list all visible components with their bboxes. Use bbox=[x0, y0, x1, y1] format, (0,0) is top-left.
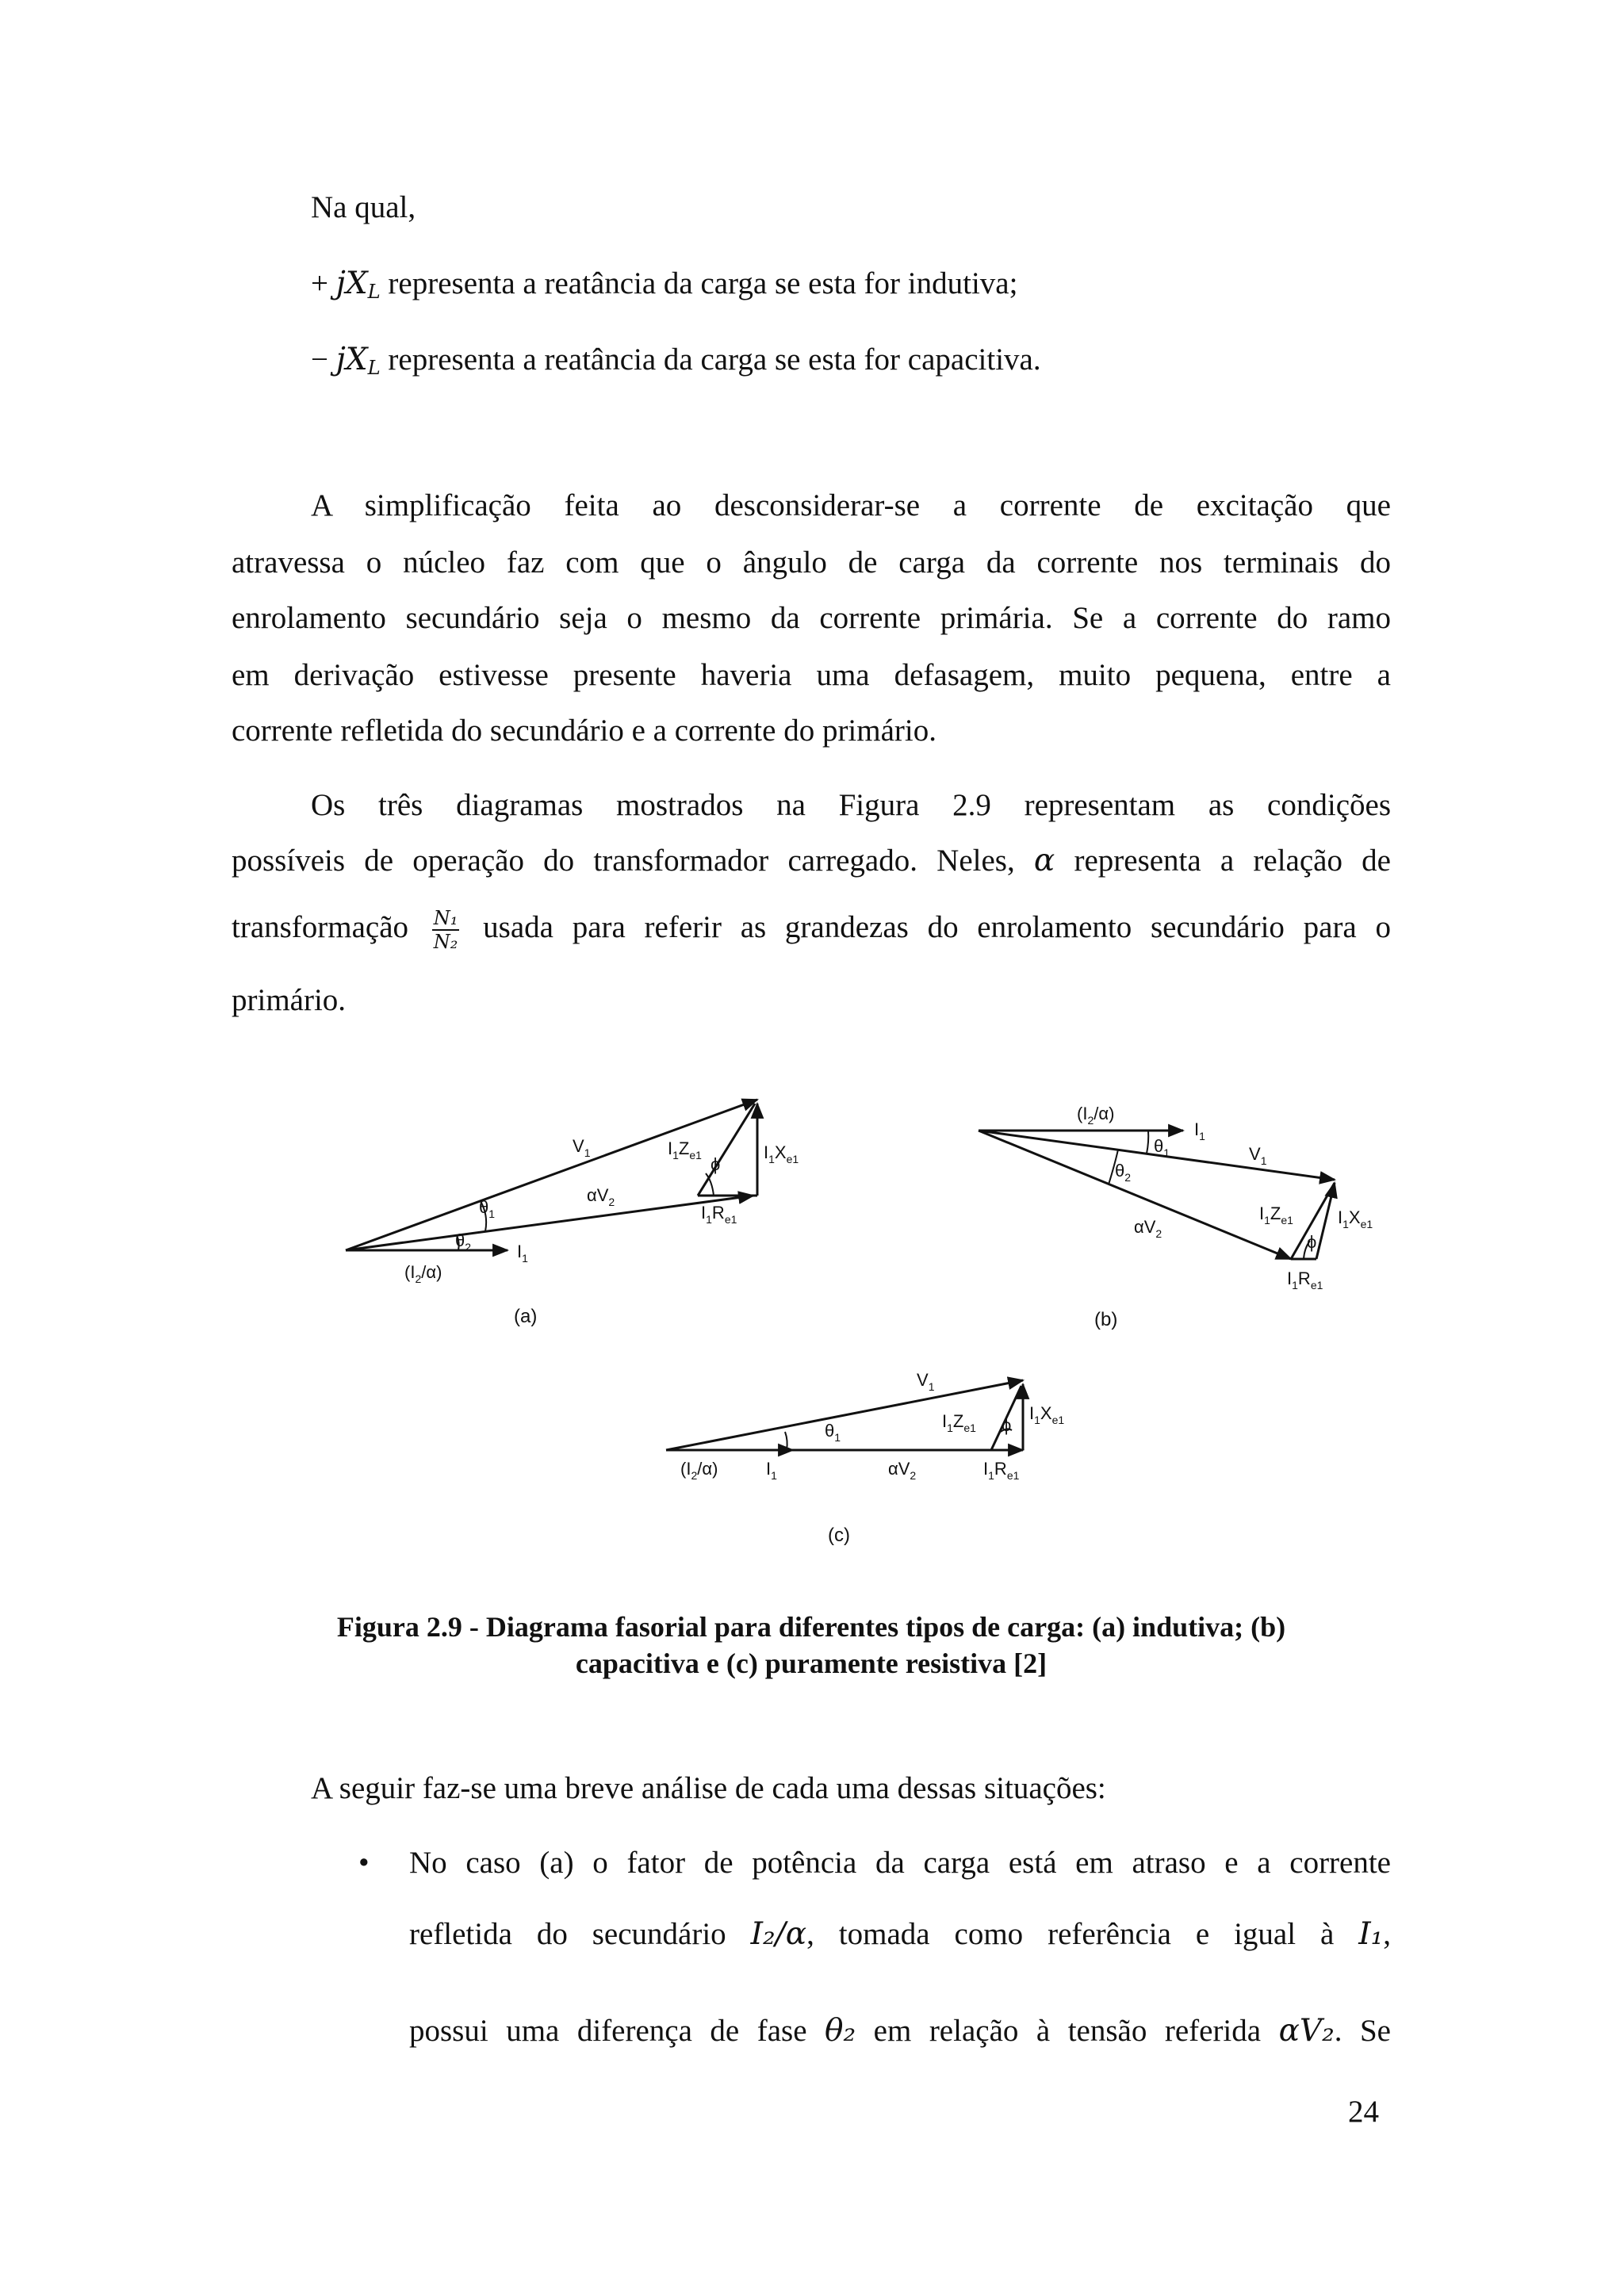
math-var: jX bbox=[335, 342, 368, 377]
label-i1-b: $I_1$ bbox=[1194, 1119, 1205, 1142]
label-tag-a: (a) bbox=[514, 1306, 538, 1327]
text: representa a relação de bbox=[1055, 844, 1391, 878]
label-alpha-v2-c: $\alpha V_2$ bbox=[888, 1459, 917, 1482]
label-i1re-a: $I_1R_{e1}$ bbox=[701, 1203, 737, 1226]
label-theta1-b: $\theta_1$ bbox=[1154, 1136, 1170, 1159]
diagram-b-labels bbox=[1077, 1104, 1373, 1330]
text: em relação à tensão referida bbox=[856, 2014, 1279, 2048]
diagram-a-labels bbox=[404, 1136, 799, 1327]
bullet-1-line-1: No caso (a) o fator de potência da carga está em atraso e a corrente bbox=[409, 1846, 1391, 1880]
label-tag-c: (c) bbox=[828, 1525, 850, 1546]
label-phi-a: ϕ bbox=[710, 1154, 721, 1174]
math-sign: + bbox=[311, 266, 336, 300]
label-theta1-a: $\theta_1$ bbox=[479, 1197, 496, 1220]
text: transformação bbox=[232, 909, 427, 944]
text-na-qual: Na qual, bbox=[311, 190, 416, 224]
math-theta2: θ₂ bbox=[825, 2013, 856, 2049]
phasor-i1xe-b bbox=[1316, 1183, 1335, 1259]
math-sub: L bbox=[367, 357, 381, 380]
label-theta2-a: $\theta_2$ bbox=[455, 1230, 472, 1253]
text: representa a reatância da carga se esta for indutiva; bbox=[380, 266, 1018, 300]
label-i2-alpha-a: $(I_2/\alpha)$ bbox=[404, 1262, 442, 1285]
math-var: jX bbox=[335, 266, 368, 301]
label-i1ze-b: $I_1Z_{e1}$ bbox=[1259, 1203, 1293, 1226]
text: refletida do secundário bbox=[409, 1917, 751, 1951]
paragraph-1-line-4: em derivação estivesse presente haveria uma defasagem, muito pequena, entre a bbox=[232, 658, 1391, 692]
label-i1xe-c: $I_1X_{e1}$ bbox=[1029, 1403, 1065, 1426]
analysis-intro: A seguir faz-se uma breve análise de cada uma dessas situações: bbox=[311, 1771, 1106, 1805]
fraction-denominator: N₂ bbox=[433, 931, 458, 953]
paragraph-1-line-3: enrolamento secundário seja o mesmo da corrente primária. Se a corrente do ramo bbox=[232, 601, 1391, 635]
bullet-1-line-2 bbox=[409, 1915, 1391, 1954]
math-sub: L bbox=[367, 281, 381, 304]
math-i1: I₁ bbox=[1358, 1916, 1384, 1952]
text: , tomada como referência e igual à bbox=[806, 1917, 1359, 1951]
bullet-marker: • bbox=[358, 1846, 370, 1880]
paragraph-1-line-1: A simplificação feita ao desconsiderar-se a corrente de excitação que bbox=[311, 488, 1391, 522]
label-phi-c: ϕ bbox=[1002, 1415, 1012, 1435]
angle-theta1-arc-c bbox=[785, 1432, 787, 1450]
label-i1xe-a: $I_1X_{e1}$ bbox=[764, 1142, 799, 1165]
text: usada para referir as grandezas do enrolamento secundário para o bbox=[464, 909, 1391, 944]
phasor-v1-c bbox=[666, 1380, 1023, 1450]
diagram-c-labels bbox=[680, 1370, 1064, 1546]
label-v1-b: $V_1$ bbox=[1249, 1144, 1267, 1167]
phasor-alpha-v2-a bbox=[346, 1196, 753, 1250]
label-i2-alpha-b: $(I_2/\alpha)$ bbox=[1077, 1104, 1115, 1127]
figure-caption-line-2: capacitiva e (c) puramente resistiva [2] bbox=[575, 1647, 1048, 1679]
paragraph-2-line-4: primário. bbox=[232, 983, 347, 1017]
angle-theta1-arc-b bbox=[1147, 1131, 1148, 1154]
label-v1-c: $V_1$ bbox=[917, 1370, 935, 1393]
paragraph-2-line-1: Os três diagramas mostrados na Figura 2.9 representam as condições bbox=[311, 788, 1391, 822]
label-i1ze-a: $I_1Z_{e1}$ bbox=[668, 1138, 702, 1161]
bullet-1-line-3 bbox=[409, 2012, 1391, 2050]
label-i1-c: $I_1$ bbox=[766, 1459, 777, 1482]
math-i2-over-alpha: I₂/α bbox=[750, 1916, 807, 1952]
page-number: 24 bbox=[1348, 2095, 1379, 2129]
diagram-a bbox=[346, 1100, 757, 1250]
math-alpha: α bbox=[1033, 843, 1055, 878]
paragraph-1-line-2: atravessa o núcleo faz com que o ângulo de carga da corrente nos terminais do bbox=[232, 545, 1391, 580]
label-i1xe-b: $I_1X_{e1}$ bbox=[1338, 1207, 1373, 1230]
fraction-numerator: N₁ bbox=[433, 907, 458, 929]
label-phi-b: ϕ bbox=[1307, 1232, 1317, 1252]
text: . Se bbox=[1334, 2014, 1391, 2048]
label-alpha-v2-b: $\alpha V_2$ bbox=[1134, 1217, 1162, 1240]
text: possui uma diferença de fase bbox=[409, 2014, 825, 2048]
diagram-c bbox=[666, 1380, 1023, 1450]
math-sign: − bbox=[311, 342, 336, 377]
text: , bbox=[1383, 1917, 1392, 1951]
phasor-alpha-v2-b bbox=[979, 1131, 1291, 1259]
label-i1-a: $I_1$ bbox=[517, 1242, 528, 1265]
paragraph-1-line-5: corrente refletida do secundário e a corrente do primário. bbox=[232, 714, 936, 748]
label-i1re-c: $I_1R_{e1}$ bbox=[983, 1459, 1020, 1482]
label-v1-a: $V_1$ bbox=[573, 1136, 591, 1159]
phasor-v1-a bbox=[346, 1100, 757, 1250]
text: possíveis de operação do transformador carregado. Neles, bbox=[232, 844, 1034, 878]
label-i1re-b: $I_1R_{e1}$ bbox=[1287, 1269, 1323, 1292]
label-theta2-b: $\theta_2$ bbox=[1115, 1161, 1132, 1184]
label-tag-b: (b) bbox=[1094, 1309, 1118, 1330]
math-alpha-v2: αV₂ bbox=[1278, 2013, 1335, 2049]
label-i2-alpha-c: $(I_2/\alpha)$ bbox=[680, 1459, 718, 1482]
label-alpha-v2-a: $\alpha V_2$ bbox=[587, 1185, 615, 1208]
figure-caption-line-1: Figura 2.9 - Diagrama fasorial para diferentes tipos de carga: (a) indutiva; (b) bbox=[336, 1611, 1286, 1643]
text: representa a reatância da carga se esta for capacitiva. bbox=[380, 342, 1041, 377]
label-theta1-c: $\theta_1$ bbox=[825, 1421, 841, 1444]
label-i1ze-c: $I_1Z_{e1}$ bbox=[942, 1411, 976, 1434]
